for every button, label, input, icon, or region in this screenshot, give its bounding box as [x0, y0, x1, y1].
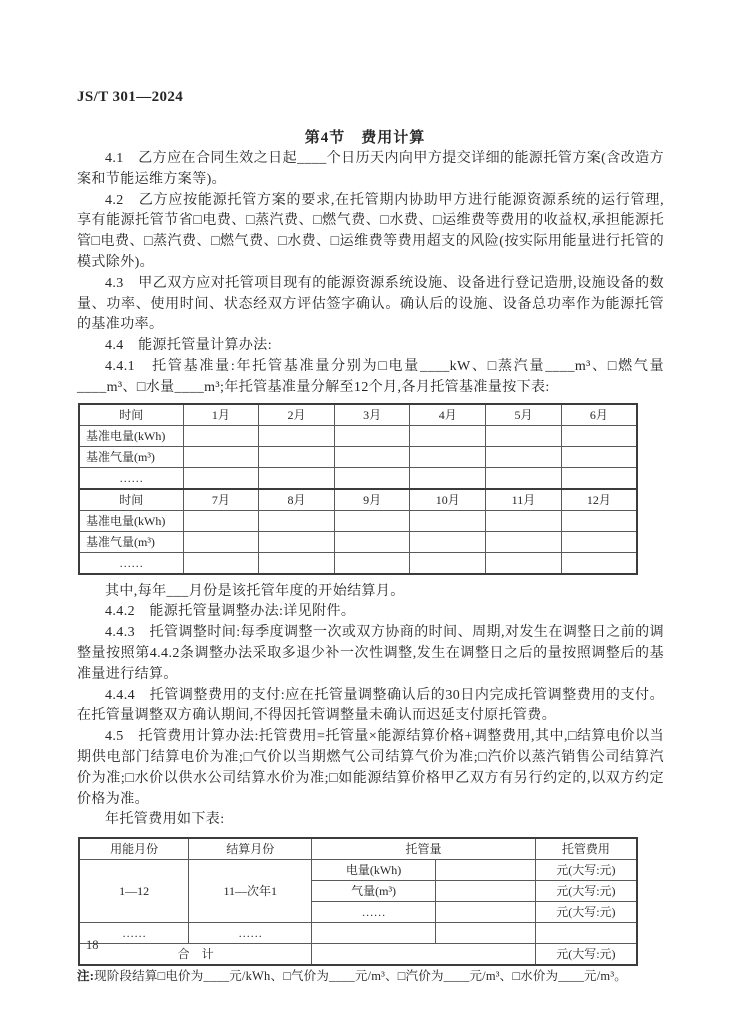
quantity-label-electricity: 电量(kWh): [312, 860, 436, 881]
month-header-cell: 12月: [561, 489, 637, 511]
billing-month-header: 结算月份: [189, 838, 312, 860]
usage-months-cell: 1—12: [79, 860, 189, 923]
clause-4-4-1-note: 其中,每年___月份是该托管年度的开始结算月。: [105, 583, 405, 599]
blank-cell: [259, 425, 335, 446]
total-label-cell: 合 计: [79, 944, 312, 966]
blank-cell: [183, 446, 259, 467]
blank-cell: [183, 510, 259, 531]
clause-4-4-4: 4.4.4 托管调整费用的支付:应在托管量调整确认后的30日内完成托管调整费用的支付。在托管量调整双方确认期间,不得因托管调整量未确认而迟延支付原托管费。: [77, 687, 664, 724]
blank-cell: [183, 425, 259, 446]
blank-cell: [334, 531, 410, 552]
quantity-header: 托管量: [312, 838, 536, 860]
month-header-cell: 11月: [486, 489, 562, 511]
blank-cell: [436, 860, 536, 881]
month-header-cell: 10月: [410, 489, 486, 511]
row-label-electricity: 基准电量(kWh): [79, 510, 183, 531]
document-body: [77, 149, 664, 987]
fee-unit-cell: 元(大写:元): [535, 944, 637, 966]
footnote-text: 现阶段结算□电价为____元/kWh、□气价为____元/m³、□汽价为____元/m³、□水价为____元/m³。: [94, 969, 627, 984]
footnote: [77, 966, 664, 987]
baseline-header-row-h2: [79, 489, 637, 511]
usage-month-header: 用能月份: [79, 838, 189, 860]
blank-cell: [410, 510, 486, 531]
blank-cell: [410, 467, 486, 489]
month-header-cell: 3月: [334, 404, 410, 426]
baseline-gas-row-h1: [79, 446, 637, 467]
blank-cell: [561, 552, 637, 574]
blank-cell: [334, 446, 410, 467]
blank-cell: [334, 425, 410, 446]
baseline-electricity-row-h1: [79, 425, 637, 446]
baseline-ellipsis-row-h1: [79, 467, 637, 489]
quantity-label-gas: 气量(m³): [312, 881, 436, 902]
blank-cell: [535, 923, 637, 944]
blank-cell: [183, 531, 259, 552]
blank-cell: [561, 531, 637, 552]
section-title: 第4节 费用计算: [304, 130, 426, 146]
clause-4-3: 4.3 甲乙双方应对托管项目现有的能源资源系统设施、设备进行登记造册,设施设备的数量、功率、使用时间、状态经双方评估签字确认。确认后的设施、设备总功率作为能源托管的基准功率。: [77, 275, 664, 333]
row-label-electricity: 基准电量(kWh): [79, 425, 183, 446]
blank-cell: [259, 446, 335, 467]
blank-cell: [259, 467, 335, 489]
month-header-cell: 2月: [259, 404, 335, 426]
usage-months-ellipsis: ……: [79, 923, 189, 944]
row-label-gas: 基准气量(m³): [79, 446, 183, 467]
page-number: 18: [86, 938, 99, 952]
blank-cell: [436, 902, 536, 923]
row-label-ellipsis: ……: [79, 552, 183, 574]
blank-cell: [312, 923, 436, 944]
month-header-cell: 6月: [561, 404, 637, 426]
quantity-label-ellipsis: ……: [312, 902, 436, 923]
fee-electricity-row: [79, 860, 637, 881]
blank-cell: [410, 446, 486, 467]
blank-cell: [436, 881, 536, 902]
time-header-cell: 时间: [79, 489, 183, 511]
blank-cell: [334, 552, 410, 574]
blank-cell: [334, 510, 410, 531]
blank-cell: [410, 531, 486, 552]
blank-cell: [259, 552, 335, 574]
blank-cell: [410, 425, 486, 446]
baseline-header-row-h1: [79, 404, 637, 426]
blank-cell: [334, 467, 410, 489]
clause-4-2: 4.2 乙方应按能源托管方案的要求,在托管期内协助甲方进行能源资源系统的运行管理,享有能源托管节省□电费、□蒸汽费、□燃气费、□水费、□运维费等费用的收益权,承担能源托管□电费、□蒸汽费、□燃气费、□水费、□运维费等费用超支的风险(按实际用能量进行托管的模式除外)。: [77, 192, 664, 270]
fee-table-intro: 年托管费用如下表:: [105, 812, 225, 828]
fee-unit-cell: 元(大写:元): [535, 860, 637, 881]
clause-4-5: 4.5 托管费用计算办法:托管费用=托管量×能源结算价格+调整费用,其中,□结算电价以当期供电部门结算电价为准;□气价以当期燃气公司结算气价为准;□汽价以蒸汽销售公司结算汽价为准;□水价以供水公司结算水价为准;□如能源结算价格甲乙双方有另行约定的,以双方约定价格为准。: [77, 729, 664, 807]
baseline-ellipsis-row-h2: [79, 552, 637, 574]
month-header-cell: 5月: [486, 404, 562, 426]
blank-cell: [486, 552, 562, 574]
clause-4-4: 4.4 能源托管量计算办法:: [105, 338, 272, 354]
month-header-cell: 9月: [334, 489, 410, 511]
clause-4-1: 4.1 乙方应在合同生效之日起____个日历天内向甲方提交详细的能源托管方案(含改造方案和节能运维方案等)。: [77, 151, 664, 187]
blank-cell: [561, 467, 637, 489]
blank-cell: [486, 510, 562, 531]
row-label-gas: 基准气量(m³): [79, 531, 183, 552]
fee-header-row: [79, 838, 637, 860]
blank-cell: [561, 446, 637, 467]
blank-cell: [259, 531, 335, 552]
blank-cell: [183, 552, 259, 574]
blank-cell: [486, 531, 562, 552]
baseline-gas-row-h2: [79, 531, 637, 552]
clause-4-4-2: 4.4.2 能源托管量调整办法:详见附件。: [105, 604, 356, 620]
month-header-cell: 8月: [259, 489, 335, 511]
blank-cell: [259, 510, 335, 531]
fee-total-row: [79, 944, 637, 966]
blank-cell: [561, 510, 637, 531]
blank-cell: [410, 552, 486, 574]
footnote-prefix: 注:: [77, 969, 95, 984]
blank-cell: [312, 944, 536, 966]
blank-cell: [183, 467, 259, 489]
month-header-cell: 1月: [183, 404, 259, 426]
billing-months-cell: 11—次年1: [189, 860, 312, 923]
fee-header: 托管费用: [535, 838, 637, 860]
billing-months-ellipsis: ……: [189, 923, 312, 944]
blank-cell: [486, 467, 562, 489]
clause-4-4-3: 4.4.3 托管调整时间:每季度调整一次或双方协商的时间、周期,对发生在调整日之前的调整量按照第4.4.2条调整办法采取多退少补一次性调整,发生在调整日之后的量按照调整后的基准量进行结算。: [77, 625, 664, 682]
fee-unit-cell: 元(大写:元): [535, 902, 637, 923]
time-header-cell: 时间: [79, 404, 183, 426]
clause-4-4-1: 4.4.1 托管基准量:年托管基准量分别为□电量____kW、□蒸汽量____m³、□燃气量____m³、□水量____m³;年托管基准量分解至12个月,各月托管基准量按下表:: [77, 358, 664, 395]
baseline-table: [78, 403, 638, 575]
standard-number-header: JS/T 301—2024: [77, 89, 184, 105]
fee-unit-cell: 元(大写:元): [535, 881, 637, 902]
month-header-cell: 7月: [183, 489, 259, 511]
blank-cell: [486, 446, 562, 467]
row-label-ellipsis: ……: [79, 467, 183, 489]
fee-ellipsis-row: [79, 923, 637, 944]
blank-cell: [561, 425, 637, 446]
baseline-electricity-row-h2: [79, 510, 637, 531]
blank-cell: [486, 425, 562, 446]
fee-table: [78, 837, 638, 966]
blank-cell: [436, 923, 536, 944]
month-header-cell: 4月: [410, 404, 486, 426]
